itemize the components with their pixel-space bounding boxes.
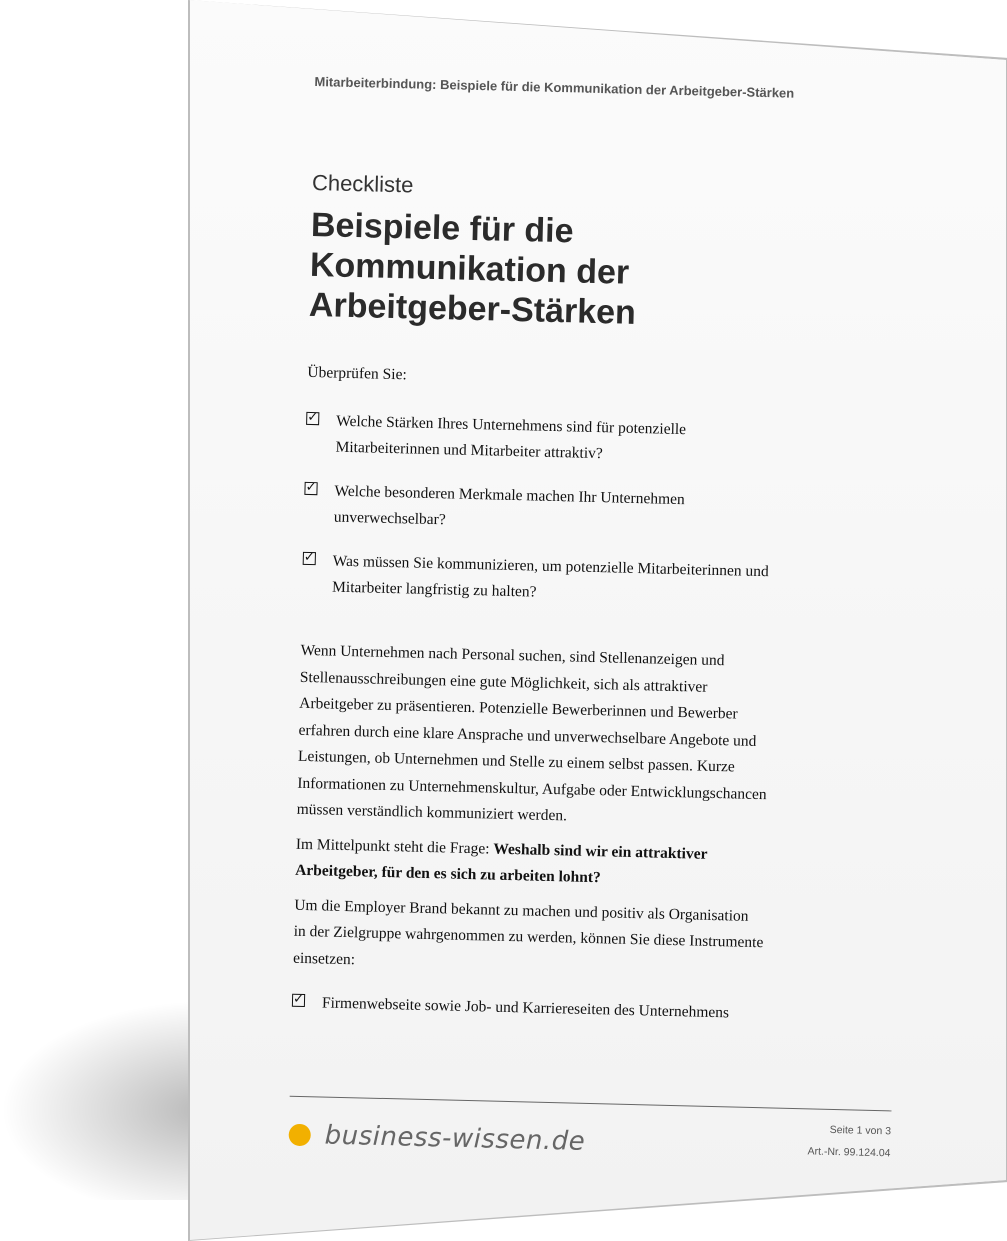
running-header: Mitarbeiterbindung: Beispiele für die Kommunikation der Arbeitgeber-Stärken [314, 73, 795, 101]
page-content [288, 60, 915, 1194]
checklist-item-text: Firmenwebseite sowie Job- und Karriereseiten des Unternehmens [321, 994, 730, 1022]
page-meta [807, 1118, 891, 1164]
brand-logo [288, 1120, 585, 1157]
checklist-item [304, 478, 775, 541]
checklist [301, 408, 776, 629]
footer-divider [290, 1096, 892, 1112]
document-title: Beispiele für die Kommunikation der Arbeitgeber-Stärken [308, 205, 637, 332]
document-kicker: Checkliste [311, 169, 414, 198]
checked-box-icon: ✓ [303, 549, 315, 566]
checklist-item [302, 548, 773, 611]
checklist-item-text: Welche besonderen Merkmale machen Ihr Unternehmen unverwechselbar? [333, 482, 685, 529]
checked-box-icon: ✓ [307, 409, 319, 426]
checklist-item-text: Was müssen Sie kommunizieren, um potenzielle Mitarbeiterinnen und Mitarbeiter langfristig zu halten? [331, 552, 769, 601]
checklist-item [305, 408, 776, 471]
checklist-item-text: Welche Stärken Ihres Unternehmens sind für potenzielle Mitarbeiterinnen und Mitarbeiter attraktiv? [335, 412, 687, 463]
checklist-intro: Überprüfen Sie: [307, 363, 407, 384]
question-lead: Im Mittelpunkt steht die Frage: [295, 835, 494, 858]
checked-box-icon: ✓ [292, 991, 305, 1008]
paragraph-question [295, 831, 766, 895]
paragraph: Um die Employer Brand bekannt zu machen und positiv als Organisation in der Zielgruppe wahrgenommen zu werden, können Sie diese Instrumente einsetzen: [292, 896, 764, 968]
checked-box-icon: ✓ [305, 479, 317, 496]
logo-dot-icon [288, 1124, 311, 1147]
logo-text: business-wissen.de [324, 1120, 586, 1157]
question-bold: Weshalb sind wir ein attraktiver Arbeitgeber, für den es sich zu arbeiten lohnt? [294, 840, 708, 887]
body-text [293, 638, 771, 991]
article-number: Art.-Nr. 99.124.04 [807, 1145, 891, 1160]
checklist-item [292, 990, 792, 1028]
paragraph: Wenn Unternehmen nach Personal suchen, sind Stellenanzeigen und Stellenausschreibungen eine gute Möglichkeit, sich als attraktiver Arbeitgeber zu präsentieren. Potenzielle Bewerberinnen und Bewerber erfahren durch eine klare Ansprache und unverwechselbare Angebote und Leistungen, ob Unternehmen und Stelle zu einem selbst passen. Kurze Informationen zu Unternehmenskultur, Aufgabe oder Entwicklungschancen müssen verständlich kommuniziert werden. [296, 641, 767, 825]
page-number: Seite 1 von 3 [829, 1123, 892, 1138]
